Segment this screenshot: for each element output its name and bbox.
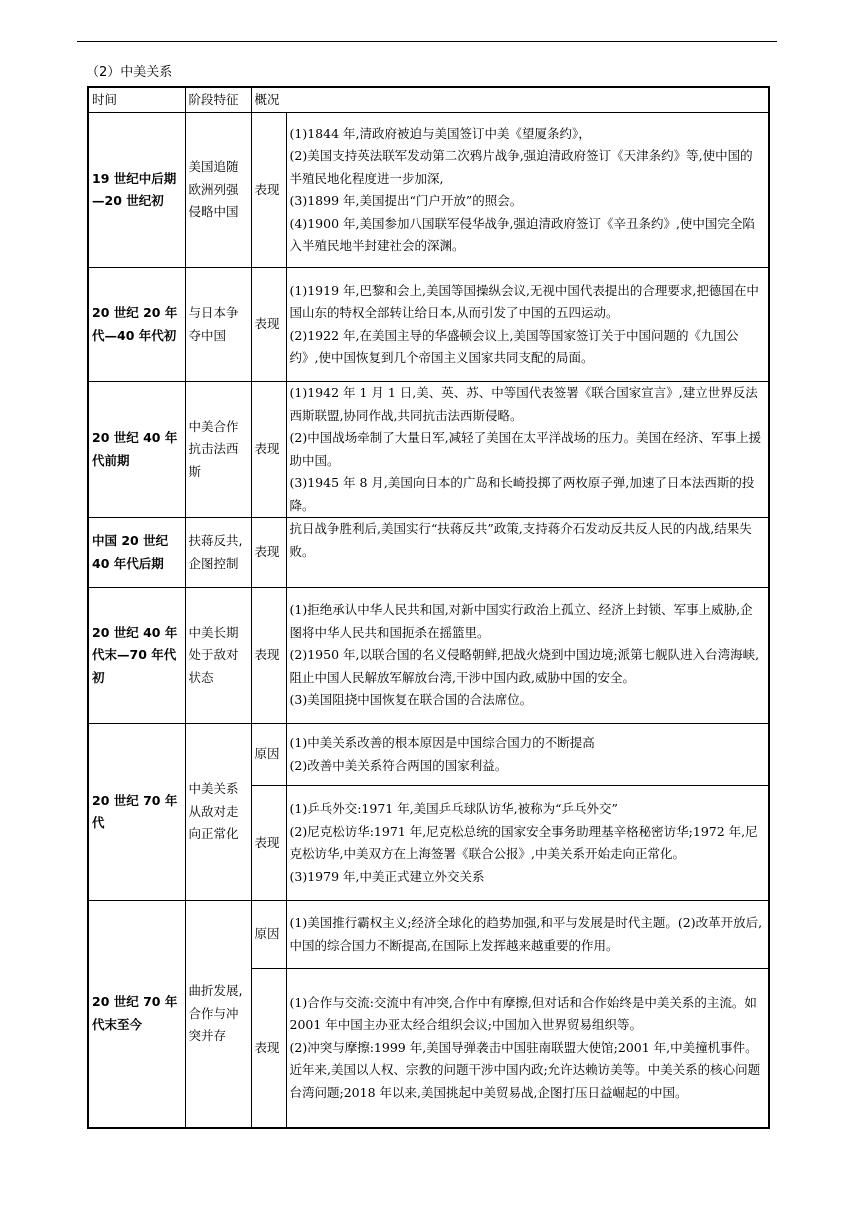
section-title: （2）中美关系 [86,65,173,80]
detail-line: (1)拒绝承认中华人民共和国,对新中国实行政治上孤立、经济上封锁、军事上威胁,企图将中华人民共和国扼杀在摇篮里。 [289,602,753,640]
detail-line: (3)1979 年,中美正式建立外交关系 [289,868,485,884]
header-time: 时间 [88,87,185,113]
table-row [88,901,769,969]
period-cell: 19 世纪中后期—20 世纪初 [88,113,185,268]
detail-line: (1)1919 年,巴黎和会上,美国等国操纵会议,无视中国代表提出的合理要求,把德国在中国山东的特权全部转让给日本,从而引发了中国的五四运动。 [289,282,759,320]
table-row [88,382,769,518]
detail-line: (2)1950 年,以联合国的名义侵略朝鲜,把战火烧到中国边境;派第七舰队进入台湾海峡,阻止中国人民解放军解放台湾,干涉中国内政,威胁中国的安全。 [289,647,760,685]
detail-line: (3)美国阻挠中国恢复在联合国的合法席位。 [289,692,533,708]
detail-cell [286,518,769,588]
detail-line: (1)1844 年,清政府被迫与美国签订中美《望厦条约》， [289,125,591,141]
kind-cell: 表现 [251,518,286,588]
feature-cell: 扶蒋反共,企图控制 [185,518,251,588]
period-cell: 20 世纪 70 年代末至今 [88,901,185,1128]
header-stage-feature: 阶段特征 [185,87,251,113]
feature-cell: 与日本争夺中国 [185,268,251,382]
detail-line: (2)1922 年,在美国主导的华盛顿会议上,美国等国家签订关于中国问题的《九国公约》,使中国恢复到几个帝国主义国家共同支配的局面。 [289,327,739,365]
table-row [88,113,769,268]
table-row [88,588,769,724]
table-header-row [88,87,769,113]
kind-cell: 表现 [251,588,286,724]
detail-cell [286,113,769,268]
cause-line: (1)中美关系改善的根本原因是中国综合国力的不断提高 [289,735,595,750]
detail-cell [286,786,769,901]
detail-cell [286,268,769,382]
period-cell: 20 世纪 40 年代末—70 年代初 [88,588,185,724]
sino-us-relations-table [87,86,770,1129]
detail-line: (2)美国支持英法联军发动第二次鸦片战争,强迫清政府签订《天津条约》等,使中国的半殖民地化程度进一步加深, [289,148,753,186]
feature-cell: 美国追随欧洲列强侵略中国 [185,113,251,268]
detail-line: (2)尼克松访华:1971 年,尼克松总统的国家安全事务助理基辛格秘密访华;1972 年,尼克松访华,中美双方在上海签署《联合公报》,中美关系开始走向正常化。 [289,823,758,861]
feature-cell: 曲折发展,合作与冲突并存 [185,901,251,1128]
kind-cell: 表现 [251,268,286,382]
detail-cell [286,588,769,724]
table-row [88,724,769,786]
period-cell: 20 世纪 20 年代—40 年代初 [88,268,185,382]
detail-line: (2)冲突与摩擦:1999 年,美国导弹袭击中国驻南联盟大使馆;2001 年,中美撞机事件。近年来,美国以人权、宗教的问题干涉中国内政;允许达赖访美等。中美关系的核心问题台湾问题;2018 年以来,美国挑起中美贸易战,企图打压日益崛起的中国。 [289,1039,761,1100]
kind-cell: 表现 [251,113,286,268]
feature-cell: 中美关系从敌对走向正常化 [185,724,251,901]
detail-line: (3)1899 年,美国提出“门户开放”的照会。 [289,193,523,208]
period-cell: 20 世纪 40 年代前期 [88,382,185,518]
cause-line: (2)改善中美关系符合两国的国家利益。 [289,757,508,773]
header-overview: 概况 [251,87,769,113]
detail-cell [286,969,769,1128]
detail-line: (1)乒乓外交:1971 年,美国乒乓球队访华,被称为“乒乓外交” [289,801,618,816]
kind-cell: 表现 [251,786,286,901]
table-row [88,268,769,382]
header-rule [77,41,777,42]
feature-cell: 中美合作抗击法西斯 [185,382,251,518]
cause-kind-cell: 原因 [251,724,286,786]
table-row [88,518,769,588]
detail-line: (4)1900 年,美国参加八国联军侵华战争,强迫清政府签订《辛丑条约》,使中国完全陷入半殖民地半封建社会的深渊。 [289,215,755,253]
kind-cell: 表现 [251,382,286,518]
detail-line: 抗日战争胜利后,美国实行“扶蒋反共”政策,支持蒋介石发动反共反人民的内战,结果失败。 [289,521,752,559]
cause-kind-cell: 原因 [251,901,286,969]
cause-cell [286,724,769,786]
period-cell: 20 世纪 70 年代 [88,724,185,901]
detail-line: (1)1942 年 1 月 1 日,美、英、苏、中等国代表签署《联合国家宣言》,建立世界反法西斯联盟,协同作战,共同抗击法西斯侵略。 [289,385,758,423]
cause-line: (1)美国推行霸权主义;经济全球化的趋势加强,和平与发展是时代主题。(2)改革开放后,中国的综合国力不断提高,在国际上发挥越来越重要的作用。 [289,915,763,953]
detail-line: (2)中国战场牵制了大量日军,减轻了美国在太平洋战场的压力。美国在经济、军事上援助中国。 [289,430,762,468]
detail-line: (1)合作与交流:交流中有冲突,合作中有摩擦,但对话和合作始终是中美关系的主流。如 2001 年中国主办亚太经合组织会议;中国加入世界贸易组织等。 [289,994,757,1032]
detail-line: (3)1945 年 8 月,美国向日本的广岛和长崎投掷了两枚原子弹,加速了日本法西斯的投降。 [289,475,755,513]
feature-cell: 中美长期处于敌对状态 [185,588,251,724]
detail-cell [286,382,769,518]
period-cell: 中国 20 世纪 40 年代后期 [88,518,185,588]
kind-cell: 表现 [251,969,286,1128]
cause-cell [286,901,769,969]
